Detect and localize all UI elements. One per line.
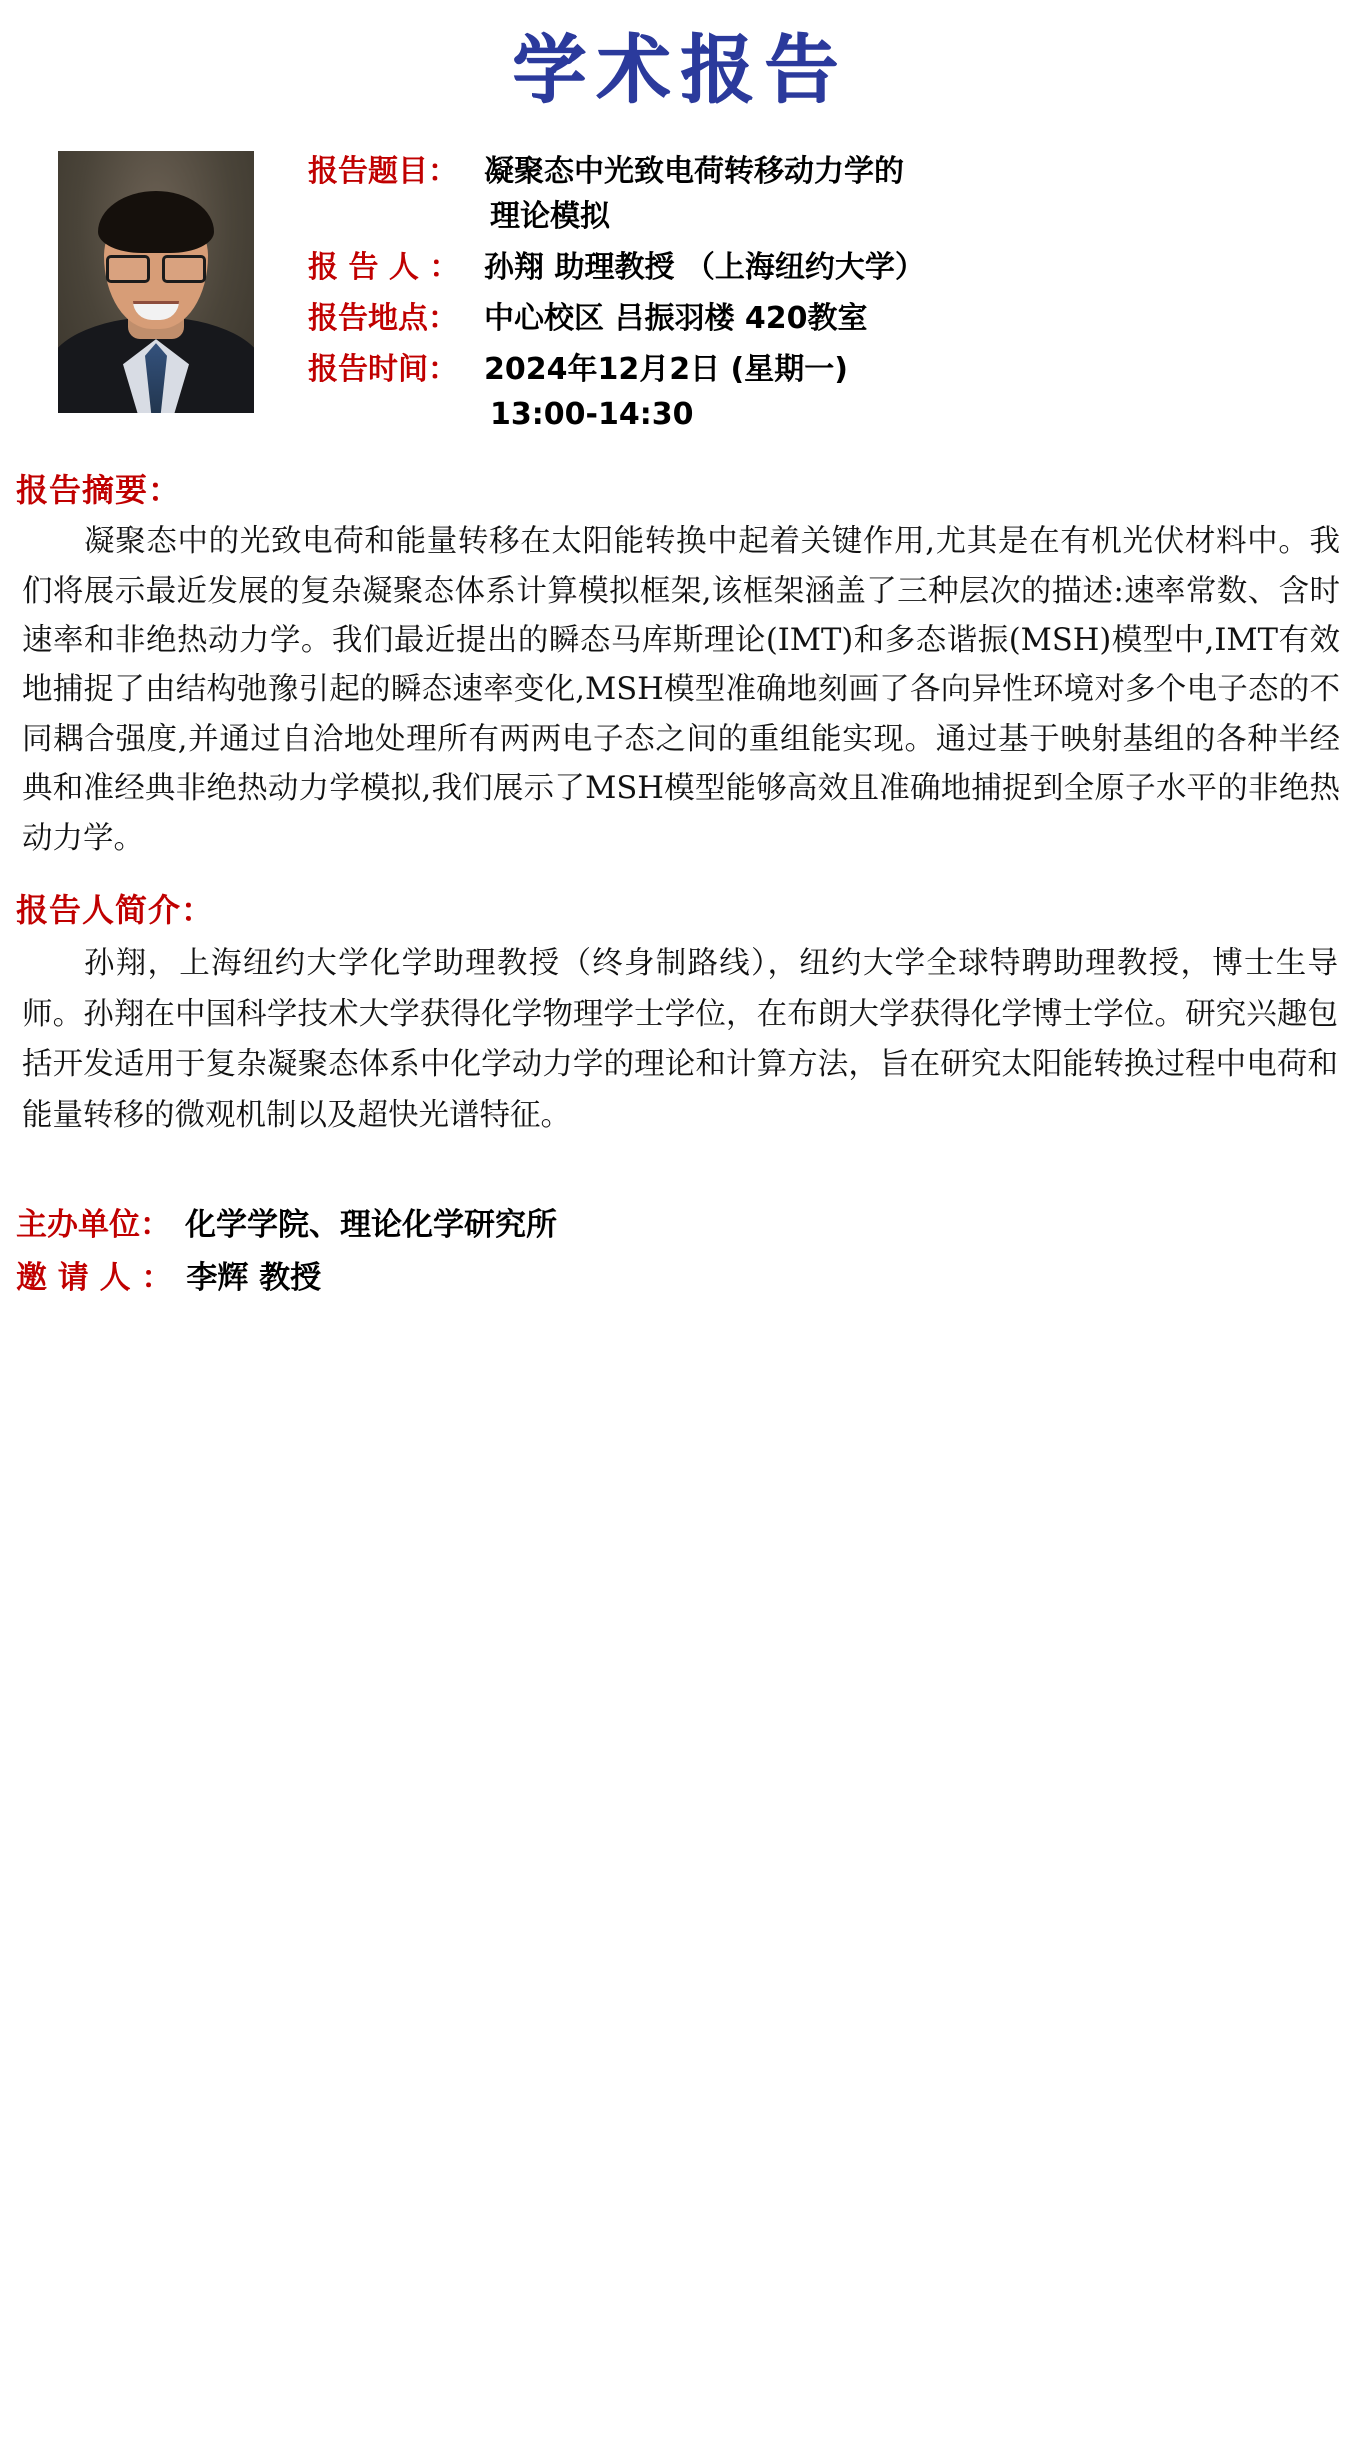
- bio-text: 孙翔，上海纽约大学化学助理教授（终身制路线），纽约大学全球特聘助理教授，博士生导师。孙翔在中国科学技术大学获得化学物理学士学位，在布朗大学获得化学博士学位。研究兴趣包括开发适用于复杂凝聚态体系中化学动力学的理论和计算方法，旨在研究太阳能转换过程中电荷和能量转移的微观机制以及超快光谱特征。: [22, 945, 1338, 1133]
- info-value-time-line2: 13:00-14:30: [490, 397, 694, 433]
- speaker-header: [0, 145, 1360, 443]
- info-label-topic: 报告题目：: [308, 154, 458, 190]
- footer-label-inviter: 邀 请 人 ：: [16, 1260, 173, 1297]
- page-title: 学术报告: [512, 27, 848, 113]
- abstract-text: 凝聚态中的光致电荷和能量转移在太阳能转换中起着关键作用,尤其是在有机光伏材料中。我们将展示最近发展的复杂凝聚态体系计算模拟框架,该框架涵盖了三种层次的描述:速率常数、含时速率和非绝热动力学。我们最近提出的瞬态马库斯理论(IMT)和多态谐振(MSH)模型中,IMT有效地捕捉了由结构弛豫引起的瞬态速率变化,MSH模型准确地刻画了各向异性环境对多个电子态的不同耦合强度,并通过自洽地处理所有两两电子态之间的重组能实现。通过基于映射基组的各种半经典和准经典非绝热动力学模拟,我们展示了MSH模型能够高效且准确地捕捉到全原子水平的非绝热动力学。: [22, 524, 1340, 856]
- info-value-topic-line1: 凝聚态中光致电荷转移动力学的: [484, 154, 904, 190]
- footer-value-inviter: 李辉 教授: [186, 1260, 322, 1297]
- info-label-speaker: 报 告 人 ：: [308, 250, 460, 286]
- abstract-heading: 报告摘要：: [16, 471, 182, 510]
- footer-label-organizer: 主办单位：: [16, 1207, 171, 1244]
- info-label-time: 报告时间：: [308, 352, 458, 388]
- info-label-location: 报告地点：: [308, 301, 458, 337]
- footer-block: [16, 1199, 1360, 1297]
- glasses-icon: [104, 255, 208, 279]
- info-value-speaker: 孙翔 助理教授 （上海纽约大学）: [484, 250, 925, 286]
- bio-heading: 报告人简介：: [16, 890, 215, 929]
- footer-row-inviter: [16, 1252, 1360, 1297]
- info-value-location: 中心校区 吕振羽楼 420教室: [484, 301, 868, 337]
- info-row-location: [308, 296, 1342, 341]
- info-row-speaker: [308, 245, 1342, 290]
- poster-page: [0, 28, 1360, 2446]
- info-value-time-line1: 2024年12月2日 (星期一): [484, 352, 848, 388]
- info-row-topic: [308, 149, 1342, 239]
- talk-info-list: [254, 145, 1342, 443]
- footer-value-organizer: 化学学院、理论化学研究所: [185, 1207, 557, 1244]
- photo-hair-shape: [98, 191, 214, 253]
- info-value-topic: [484, 149, 904, 239]
- footer-row-organizer: [16, 1199, 1360, 1244]
- speaker-photo: [58, 151, 254, 413]
- info-value-time: [484, 347, 848, 437]
- info-value-topic-line2: 理论模拟: [490, 199, 610, 235]
- info-row-time: [308, 347, 1342, 437]
